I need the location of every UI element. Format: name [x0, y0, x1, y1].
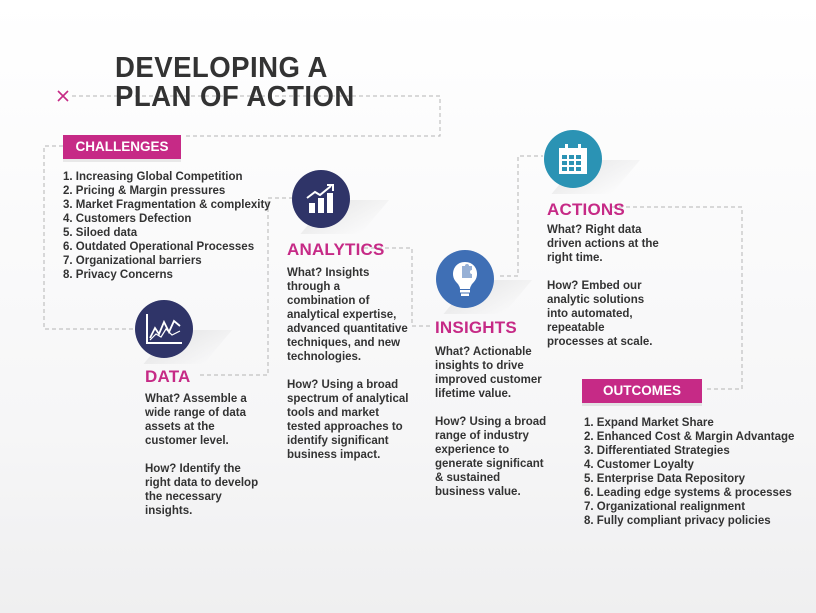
list-item: 3. Differentiated Strategies — [584, 445, 730, 457]
list-item: 6. Leading edge systems & processes — [584, 487, 792, 499]
list-item: 8. Privacy Concerns — [63, 269, 173, 281]
list-item: 5. Enterprise Data Repository — [584, 473, 746, 485]
insights-heading: INSIGHTS — [435, 318, 517, 337]
analytics-icon-circle — [292, 170, 350, 228]
line-chart-icon — [144, 312, 184, 346]
outcomes-tag — [582, 379, 702, 403]
list-item: 8. Fully compliant privacy policies — [584, 515, 771, 527]
data-how-text: How? Identify the right data to develop the necessary insights. — [145, 463, 259, 517]
page-title-line1: DEVELOPING A — [115, 52, 328, 84]
outcomes-list — [584, 416, 794, 528]
actions-what-text: What? Right data driven actions at the right time. — [547, 224, 659, 264]
list-item: 4. Customers Defection — [63, 213, 192, 225]
outcomes-label: OUTCOMES — [602, 383, 681, 398]
list-item: 1. Increasing Global Competition — [63, 171, 243, 183]
data-description — [145, 392, 263, 532]
list-item: 6. Outdated Operational Processes — [63, 241, 255, 253]
data-heading: DATA — [145, 367, 191, 386]
actions-heading: ACTIONS — [547, 200, 625, 219]
actions-how-text: How? Embed our analytic solutions into automated, repeatable processes at scale. — [547, 280, 653, 348]
analytics-what-text: What? Insights through a combination of analytical expertise, advanced quantitative techniques, and new technologies. — [287, 267, 408, 363]
data-what-text: What? Assemble a wide range of data assets at the customer level. — [145, 393, 247, 447]
analytics-heading: ANALYTICS — [287, 240, 385, 259]
list-item: 2. Enhanced Cost & Margin Advantage — [584, 431, 795, 443]
lightbulb-puzzle-icon — [450, 260, 480, 298]
insights-icon-circle — [436, 250, 494, 308]
connector-insights-to-actions — [500, 156, 543, 276]
list-item: 1. Expand Market Share — [584, 417, 714, 429]
analytics-how-text: How? Using a broad spectrum of analytical tools and market tested approaches to identify significant business impact. — [287, 379, 409, 461]
actions-icon-circle — [544, 130, 602, 188]
insights-description — [435, 345, 553, 513]
list-item: 2. Pricing & Margin pressures — [63, 185, 226, 197]
calendar-icon — [556, 142, 590, 176]
page-title — [115, 54, 355, 112]
challenges-label: CHALLENGES — [75, 139, 169, 154]
analytics-description — [287, 266, 409, 476]
close-x-icon — [56, 89, 70, 103]
list-item: 7. Organizational barriers — [63, 255, 202, 267]
insights-what-text: What? Actionable insights to drive improved customer lifetime value. — [435, 346, 542, 400]
list-item: 5. Siloed data — [63, 227, 138, 239]
data-icon-circle — [135, 300, 193, 358]
insights-how-text: How? Using a broad range of industry experience to generate significant & sustained business value. — [435, 416, 547, 498]
list-item: 3. Market Fragmentation & complexity — [63, 199, 271, 211]
actions-description — [547, 223, 662, 363]
list-item: 7. Organizational realignment — [584, 501, 746, 513]
challenges-list — [63, 170, 271, 282]
page-title-line2: PLAN OF ACTION — [115, 81, 355, 113]
bar-chart-growth-icon — [303, 183, 339, 215]
challenges-tag — [63, 135, 181, 159]
list-item: 4. Customer Loyalty — [584, 459, 694, 471]
